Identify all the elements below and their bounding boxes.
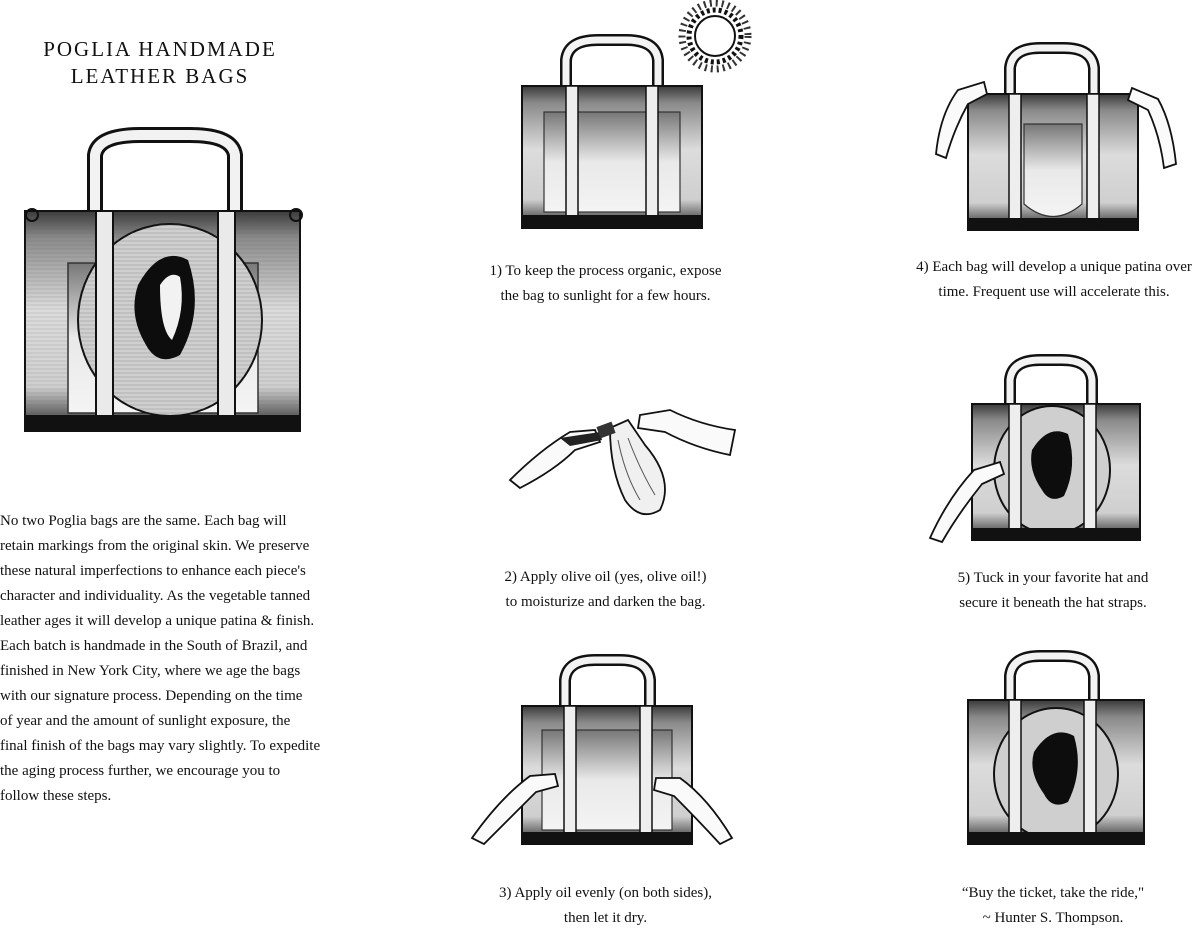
intro-line: finished in New York City, where we age the bags: [0, 663, 301, 679]
quote-line-2: ~ Hunter S. Thompson.: [982, 910, 1124, 926]
step-5-caption: [928, 566, 1178, 616]
step-4-line-1: 4) Each bag will develop a unique patina over: [916, 259, 1192, 275]
step-3-line-2: then let it dry.: [563, 910, 648, 926]
step-2-line-2: to moisturize and darken the bag.: [505, 594, 706, 610]
bag-in-sunlight-illustration: [518, 0, 768, 237]
intro-line: of year and the amount of sunlight exposure, the: [0, 713, 291, 729]
intro-line: follow these steps.: [0, 788, 112, 804]
quote-caption: [928, 881, 1178, 931]
step-4-caption: [904, 255, 1204, 305]
step-5-line-1: 5) Tuck in your favorite hat and: [957, 570, 1149, 586]
step-1-line-2: the bag to sunlight for a few hours.: [500, 288, 711, 304]
step-3-caption: [478, 881, 733, 931]
intro-line: final finish of the bags may vary slightly. To expedite: [0, 738, 321, 754]
intro-line: character and individuality. As the vegetable tanned: [0, 588, 311, 604]
step-4-line-2: time. Frequent use will accelerate this.: [938, 284, 1170, 300]
title-line-1: POGLIA HANDMADE: [43, 37, 277, 61]
step-3-line-1: 3) Apply oil evenly (on both sides),: [499, 885, 712, 901]
intro-line: No two Poglia bags are the same. Each bag will: [0, 513, 287, 529]
page-title: [10, 36, 310, 90]
sun-icon: [682, 3, 748, 69]
step-2-line-1: 2) Apply olive oil (yes, olive oil!): [504, 569, 707, 585]
finished-bag-illustration: [960, 652, 1160, 853]
hands-holding-bag-illustration: [932, 44, 1182, 239]
intro-line: these natural imperfections to enhance each piece's: [0, 563, 306, 579]
intro-line: with our signature process. Depending on the time: [0, 688, 303, 704]
hand-tucking-hat-illustration: [928, 358, 1148, 549]
step-1-caption: [468, 259, 743, 309]
step-2-caption: [478, 565, 733, 615]
intro-line: Each batch is handmade in the South of Brazil, and: [0, 638, 308, 654]
hands-applying-oil-illustration: [470, 658, 735, 853]
intro-line: leather ages it will develop a unique patina & finish.: [0, 613, 315, 629]
intro-paragraph: [0, 509, 352, 809]
quote-line-1: “Buy the ticket, take the ride,": [961, 885, 1145, 901]
step-1-line-1: 1) To keep the process organic, expose: [489, 263, 722, 279]
step-5-line-2: secure it beneath the hat straps.: [959, 595, 1147, 611]
bag-with-hat-illustration: [20, 135, 310, 440]
intro-line: the aging process further, we encourage you to: [0, 763, 281, 779]
title-line-2: LEATHER BAGS: [70, 64, 250, 88]
hands-olive-oil-illustration: [500, 400, 740, 530]
intro-line: retain markings from the original skin. We preserve: [0, 538, 310, 554]
